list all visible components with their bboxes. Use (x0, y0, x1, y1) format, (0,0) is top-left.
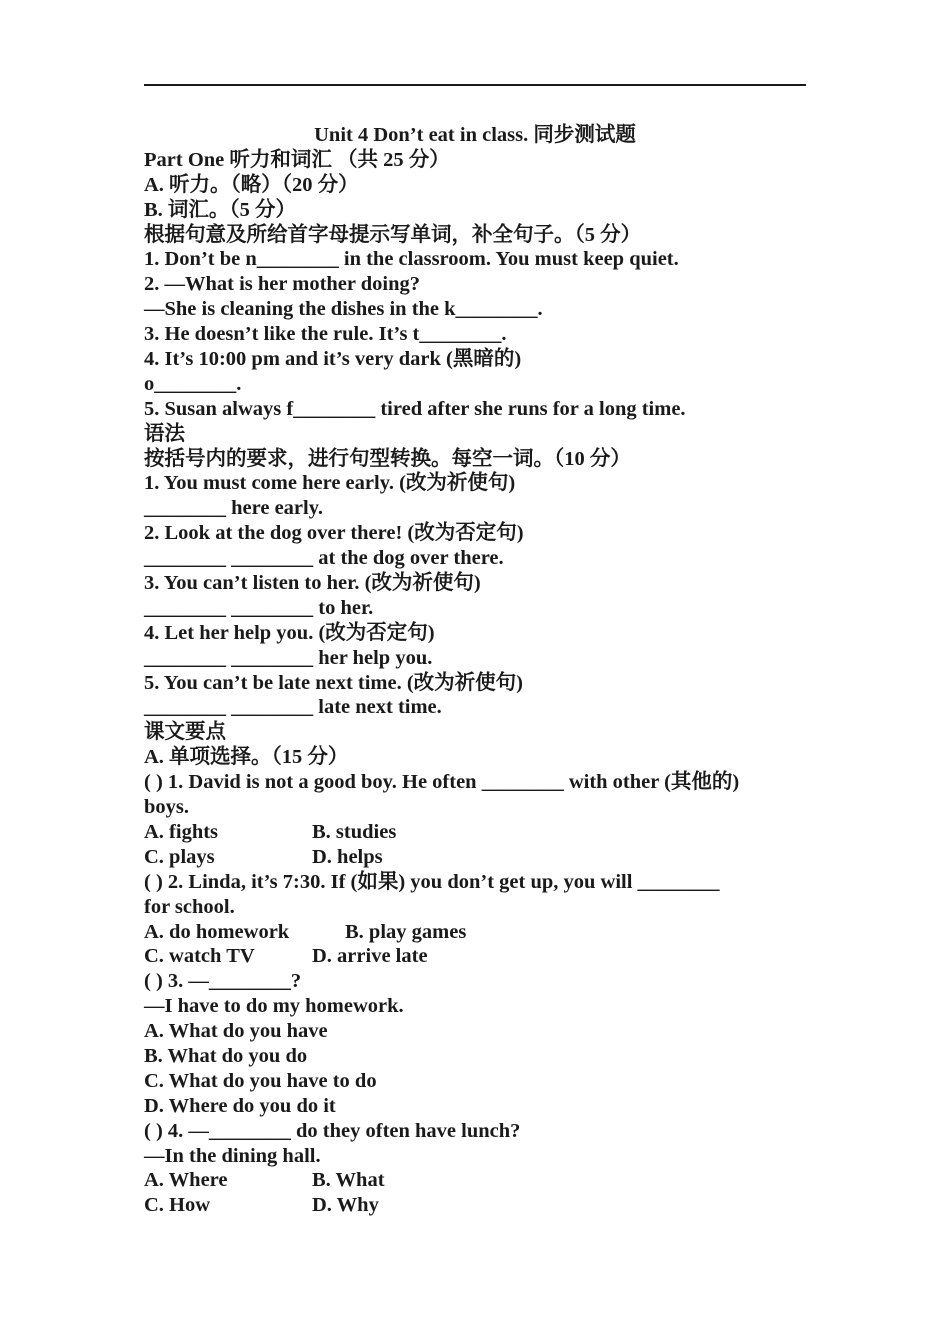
mc-question-4-options-row (144, 1168, 806, 1193)
option-a: A. What do you have (144, 1020, 328, 1043)
option-c: C. How (144, 1194, 211, 1217)
vocabulary-section-label: B. 词汇。（5 分） (144, 198, 297, 221)
grammar-answer-line: ________ ________ her help you. (144, 646, 433, 669)
grammar-question: 4. Let her help you. (改为否定句) (144, 621, 435, 644)
option-b: B. studies (312, 820, 397, 843)
option-a: A. fights (144, 820, 219, 843)
option-c: C. watch TV (144, 945, 255, 968)
mc-question-1-options-row (144, 845, 806, 870)
page-title: Unit 4 Don’t eat in class. 同步测试题 (314, 124, 636, 146)
mc-question-3-stem: ( ) 3. —________? (144, 970, 302, 993)
listening-section-label: A. 听力。（略）（20 分） (144, 173, 359, 196)
grammar-instructions: 按括号内的要求，进行句型转换。每空一词。（10 分） (144, 447, 631, 470)
mc-question-4-stem-cont: —In the dining hall. (144, 1144, 321, 1167)
grammar-answer-line: ________ here early. (144, 497, 323, 520)
option-d: D. arrive late (312, 945, 428, 968)
mc-question-4-options-row (144, 1193, 806, 1218)
vocab-question: 2. —What is her mother doing? (144, 273, 421, 296)
grammar-answer-line: ________ ________ at the dog over there. (144, 547, 504, 570)
grammar-question: 1. You must come here early. (改为祈使句) (144, 472, 516, 495)
grammar-answer-line: ________ ________ to her. (144, 596, 374, 619)
mc-question-1-stem-cont: boys. (144, 796, 190, 819)
mc-question-4-stem: ( ) 4. —________ do they often have lunch? (144, 1119, 521, 1142)
option-b: B. What do you do (144, 1044, 308, 1067)
mc-question-2-options-row (144, 920, 806, 945)
option-b: B. play games (345, 920, 467, 943)
mc-question-2-stem-cont: for school. (144, 895, 235, 918)
multiple-choice-section-label: A. 单项选择。（15 分） (144, 746, 349, 769)
vocab-question: 3. He doesn’t like the rule. It’s t________. (144, 323, 507, 346)
grammar-answer-line: ________ ________ late next time. (144, 696, 442, 719)
option-d: D. Where do you do it (144, 1094, 336, 1117)
vocab-question: o________. (144, 372, 242, 395)
option-d: D. helps (312, 845, 383, 868)
option-a: A. do homework (144, 920, 290, 943)
grammar-question: 5. You can’t be late next time. (改为祈使句) (144, 671, 523, 694)
mc-question-2-stem: ( ) 2. Linda, it’s 7:30. If (如果) you don’t get up, you will ________ (144, 870, 720, 893)
vocab-question: 1. Don’t be n________ in the classroom. You must keep quiet. (144, 248, 679, 271)
vocab-question: 4. It’s 10:00 pm and it’s very dark (黑暗的) (144, 348, 522, 371)
vocabulary-instructions: 根据句意及所给首字母提示写单词，补全句子。（5 分） (144, 223, 642, 246)
mc-question-3-stem-cont: —I have to do my homework. (144, 995, 404, 1018)
mc-question-2-options-row (144, 944, 806, 969)
option-d: D. Why (312, 1194, 379, 1217)
vocab-question: —She is cleaning the dishes in the k________. (144, 298, 543, 321)
grammar-heading: 语法 (144, 422, 185, 445)
option-c: C. What do you have to do (144, 1069, 377, 1092)
grammar-question: 3. You can’t listen to her. (改为祈使句) (144, 572, 481, 595)
vocab-question: 5. Susan always f________ tired after she runs for a long time. (144, 397, 686, 420)
worksheet (144, 123, 806, 1218)
option-b: B. What (312, 1169, 385, 1192)
mc-question-1-stem: ( ) 1. David is not a good boy. He often ________ with other (其他的) (144, 771, 740, 794)
grammar-question: 2. Look at the dog over there! (改为否定句) (144, 522, 524, 545)
option-a: A. Where (144, 1169, 228, 1192)
option-c: C. plays (144, 845, 215, 868)
part-one-heading: Part One 听力和词汇 （共 25 分） (144, 148, 450, 171)
text-points-heading: 课文要点 (144, 721, 226, 744)
mc-question-1-options-row (144, 820, 806, 845)
header-rule (144, 84, 806, 86)
